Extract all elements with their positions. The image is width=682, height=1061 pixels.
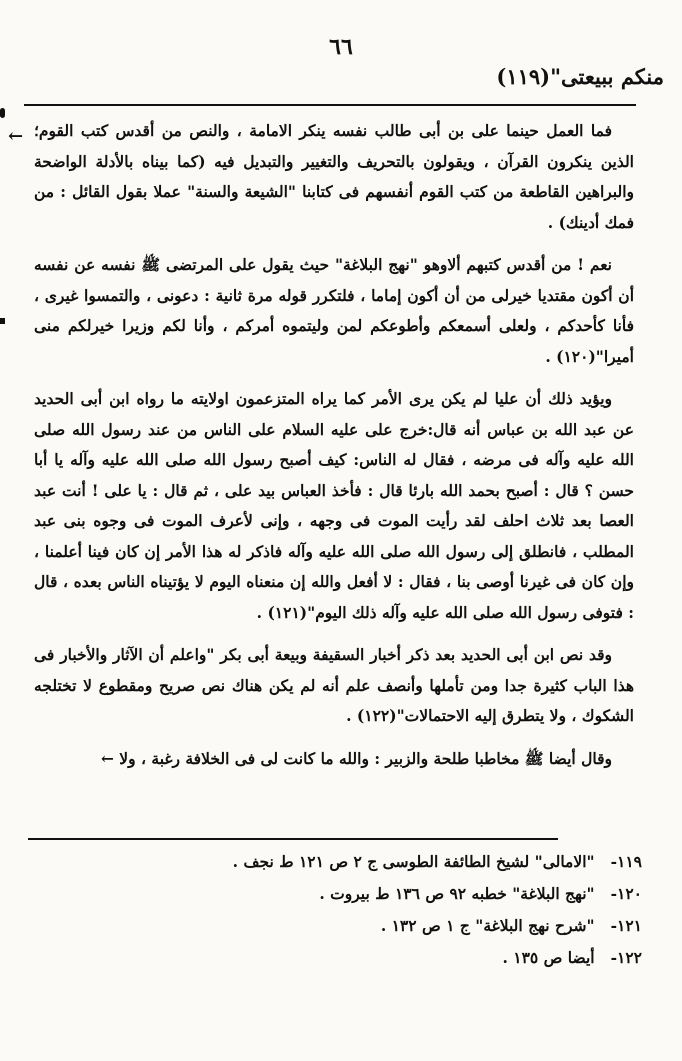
footnote-text: أيضا ص ١٣٥ . <box>502 948 595 967</box>
paragraph-continued <box>34 744 634 775</box>
footnote-number: ١٢٢- <box>610 948 642 967</box>
paragraph: ويؤيد ذلك أن عليا لم يكن يرى الأمر كما يراه المتزعمون اولايته ما رواه ابن أبى الحديد عن عبد الله بن عباس أنه قال:خرج على عليه السلام على الناس من عند رسول الله صلى الله عليه وآله فى مرضه ، فقال له الناس: كيف أصبح رسول الله صلى الله عليه وآله يا أبا حسن ؟ قال : أصبح بحمد الله بارئا قال : فأخذ العباس بيد على ، ثم قال : يا على ! أنت عبد العصا بعد ثلاث احلف لقد رأيت الموت فى وجهه ، وإنى لأعرف الموت فى وجوه بنى عبد المطلب ، فانطلق إلى رسول الله صلى الله عليه وآله فاذكر له هذا الأمر إن كان فينا أعلمنا ، وإن كان فى غيرنا أوصى بنا ، فقال : لا أفعل والله إن منعناه اليوم لا يؤتيناه الناس بعده ، قال : فتوفى رسول الله صلى الله عليه وآله ذلك اليوم"(١٢١) . <box>34 389 634 622</box>
footnote-item <box>42 846 642 878</box>
body-text <box>34 116 634 786</box>
running-header: منكم ببيعتى"(١١٩) <box>496 64 664 89</box>
footnote-number: ١٢١- <box>610 916 642 935</box>
footnote-item <box>42 878 642 910</box>
continuation-arrow-icon: ← <box>100 748 114 768</box>
footnote-divider <box>28 838 558 840</box>
paragraph: وقد نص ابن أبى الحديد بعد ذكر أخبار السقيفة وبيعة أبى بكر "واعلم أن الآثار والأخبار فى هذا الباب كثيرة جدا ومن تأملها وأنصف علم أنه لم يكن هناك نص صريح ومقطوع لا تختلجه الشكوك ، ولا يتطرق إليه الاحتمالات"(١٢٢) . <box>34 645 634 725</box>
paragraph: فما العمل حينما على بن أبى طالب نفسه ينكر الامامة ، والنص من أقدس كتب القوم؛الذين ينكرون القرآن ، ويقولون بالتحريف والتغيير والتبديل فيه (كما بيناه بالأدلة الواضحة والبراهين القاطعة من كتب القوم أنفسهم فى كتابنا "الشيعة والسنة" عملا بقول القائل : من فمك أدينك) . <box>34 121 634 232</box>
footnotes <box>42 846 642 974</box>
margin-binding-mark <box>0 108 5 118</box>
paragraph: نعم ! من أقدس كتبهم ألاوهو "نهج البلاغة" حيث يقول على المرتضى ﷺ نفسه عن نفسه أن أكون مقتديا خيرلى من أن أكون إماما ، فلتكرر قوله مرة ثانية : دعونى ، والتمسوا غيرى ، فأنا كأحدكم ، ولعلى أسمعكم وأطوعكم لمن وليتموه أمركم ، وأنا لكم وزيرا خيرلكم منى أميرا"(١٢٠) . <box>34 255 634 366</box>
footnote-item <box>42 910 642 942</box>
page-number: ٦٦ <box>329 34 353 60</box>
margin-binding-mark <box>0 318 5 324</box>
footnote-item <box>42 942 642 974</box>
footnote-text: "نهج البلاغة" خطبه ٩٢ ص ١٣٦ ط بيروت . <box>319 884 595 903</box>
footnote-number: ١٢٠- <box>610 884 642 903</box>
paragraph-text: وقال أيضا ﷺ مخاطبا طلحة والزبير : والله ما كانت لى فى الخلافة رغبة ، ولا <box>119 748 612 768</box>
footnote-text: "شرح نهج البلاغة" ج ١ ص ١٣٢ . <box>380 916 595 935</box>
footnote-text: "الامالى" لشيخ الطائفة الطوسى ج ٢ ص ١٢١ ط نجف . <box>232 852 595 871</box>
continuation-arrow-icon: ← <box>8 126 24 147</box>
footnote-number: ١١٩- <box>610 852 642 871</box>
header-divider <box>24 104 636 106</box>
